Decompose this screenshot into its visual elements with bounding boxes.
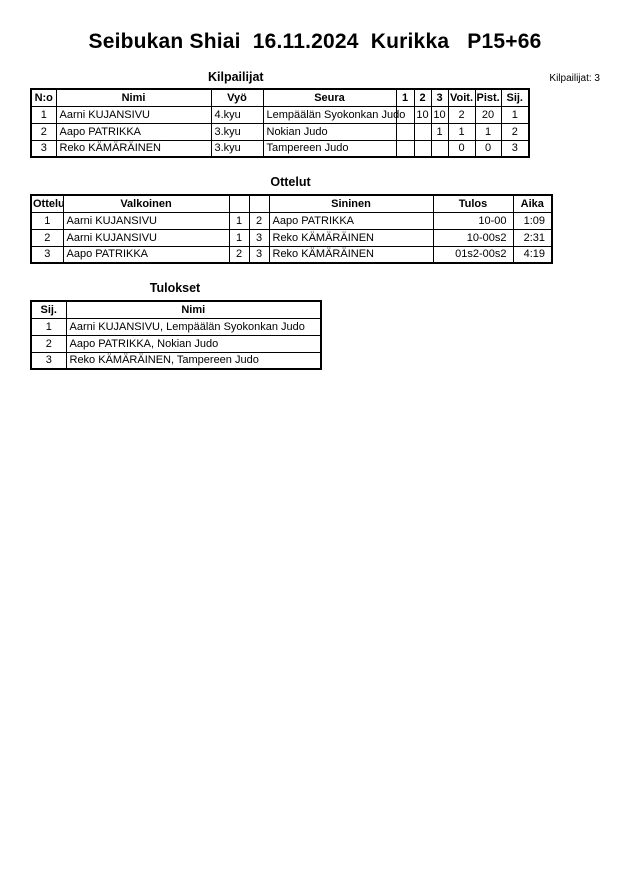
col-belt: Vyö: [211, 89, 263, 106]
results-section-title: Tulokset: [149, 281, 201, 295]
table-row: [31, 212, 552, 229]
competitor-name: Aarni KUJANSIVU: [56, 106, 211, 123]
table-row: [31, 352, 321, 369]
match-number: 1: [31, 212, 63, 229]
wins: 2: [448, 106, 475, 123]
col-placement: Sij.: [31, 301, 66, 318]
matches-section-title: Ottelut: [270, 175, 311, 189]
col-club: Seura: [263, 89, 396, 106]
match-result: 10-00: [433, 212, 513, 229]
placement: 3: [501, 140, 529, 157]
competitors-count: Kilpailijat: 3: [549, 73, 600, 84]
competitor-belt: 3.kyu: [211, 123, 263, 140]
col-wins: Voit.: [448, 89, 475, 106]
blue-name: Reko KÄMÄRÄINEN: [269, 229, 433, 246]
competitor-belt: 4.kyu: [211, 106, 263, 123]
competitor-number: 2: [31, 123, 56, 140]
blue-number: 2: [249, 212, 269, 229]
col-white-number: [229, 195, 249, 212]
table-row: [31, 318, 321, 335]
competitors-section-header: [30, 70, 600, 86]
matches-table: [30, 194, 553, 264]
blue-number: 3: [249, 246, 269, 263]
placement: 1: [501, 106, 529, 123]
match-time: 4:19: [513, 246, 552, 263]
table-row: [31, 106, 529, 123]
white-name: Aapo PATRIKKA: [63, 246, 229, 263]
col-white: Valkoinen: [63, 195, 229, 212]
score-vs-3: 10: [431, 106, 448, 123]
table-row: [31, 140, 529, 157]
competitor-club: Nokian Judo: [263, 123, 396, 140]
blue-number: 3: [249, 229, 269, 246]
match-result: 01s2-00s2: [433, 246, 513, 263]
wins: 1: [448, 123, 475, 140]
blue-name: Aapo PATRIKKA: [269, 212, 433, 229]
col-opponent-2: 2: [414, 89, 431, 106]
col-match: Ottelu: [31, 195, 63, 212]
results-sheet: [0, 0, 630, 370]
results-table: [30, 300, 322, 370]
competitor-number: 3: [31, 140, 56, 157]
score-vs-3: 1: [431, 123, 448, 140]
white-name: Aarni KUJANSIVU: [63, 229, 229, 246]
match-time: 2:31: [513, 229, 552, 246]
results-header-row: [31, 301, 321, 318]
competitor-belt: 3.kyu: [211, 140, 263, 157]
white-number: 2: [229, 246, 249, 263]
competitor-name: Reko KÄMÄRÄINEN: [56, 140, 211, 157]
competitors-header-row: [31, 89, 529, 106]
competitors-section-title: Kilpailijat: [208, 70, 264, 84]
placement: 1: [31, 318, 66, 335]
col-number: N:o: [31, 89, 56, 106]
score-vs-3: [431, 140, 448, 157]
page-title: Seibukan Shiai 16.11.2024 Kurikka P15+66: [88, 30, 542, 53]
match-time: 1:09: [513, 212, 552, 229]
placement: 2: [501, 123, 529, 140]
col-name: Nimi: [66, 301, 321, 318]
col-points: Pist.: [475, 89, 501, 106]
match-number: 2: [31, 229, 63, 246]
white-number: 1: [229, 229, 249, 246]
competitor-name: Aapo PATRIKKA: [56, 123, 211, 140]
col-opponent-3: 3: [431, 89, 448, 106]
col-result: Tulos: [433, 195, 513, 212]
score-vs-2: 10: [414, 106, 431, 123]
score-vs-1: [396, 123, 414, 140]
col-name: Nimi: [56, 89, 211, 106]
competitor-club: Lempäälän Syokonkan Judo: [263, 106, 396, 123]
result-name: Reko KÄMÄRÄINEN, Tampereen Judo: [66, 352, 321, 369]
col-time: Aika: [513, 195, 552, 212]
wins: 0: [448, 140, 475, 157]
points: 1: [475, 123, 501, 140]
result-name: Aarni KUJANSIVU, Lempäälän Syokonkan Judo: [66, 318, 321, 335]
table-row: [31, 246, 552, 263]
white-number: 1: [229, 212, 249, 229]
score-vs-1: [396, 140, 414, 157]
points: 0: [475, 140, 501, 157]
blue-name: Reko KÄMÄRÄINEN: [269, 246, 433, 263]
col-blue-number: [249, 195, 269, 212]
table-row: [31, 335, 321, 352]
match-result: 10-00s2: [433, 229, 513, 246]
table-row: [31, 229, 552, 246]
score-vs-2: [414, 123, 431, 140]
placement: 3: [31, 352, 66, 369]
competitors-table: [30, 88, 530, 158]
col-placement: Sij.: [501, 89, 529, 106]
col-blue: Sininen: [269, 195, 433, 212]
score-vs-2: [414, 140, 431, 157]
placement: 2: [31, 335, 66, 352]
result-name: Aapo PATRIKKA, Nokian Judo: [66, 335, 321, 352]
competitor-number: 1: [31, 106, 56, 123]
matches-header-row: [31, 195, 552, 212]
col-opponent-1: 1: [396, 89, 414, 106]
points: 20: [475, 106, 501, 123]
competitor-club: Tampereen Judo: [263, 140, 396, 157]
table-row: [31, 123, 529, 140]
match-number: 3: [31, 246, 63, 263]
white-name: Aarni KUJANSIVU: [63, 212, 229, 229]
